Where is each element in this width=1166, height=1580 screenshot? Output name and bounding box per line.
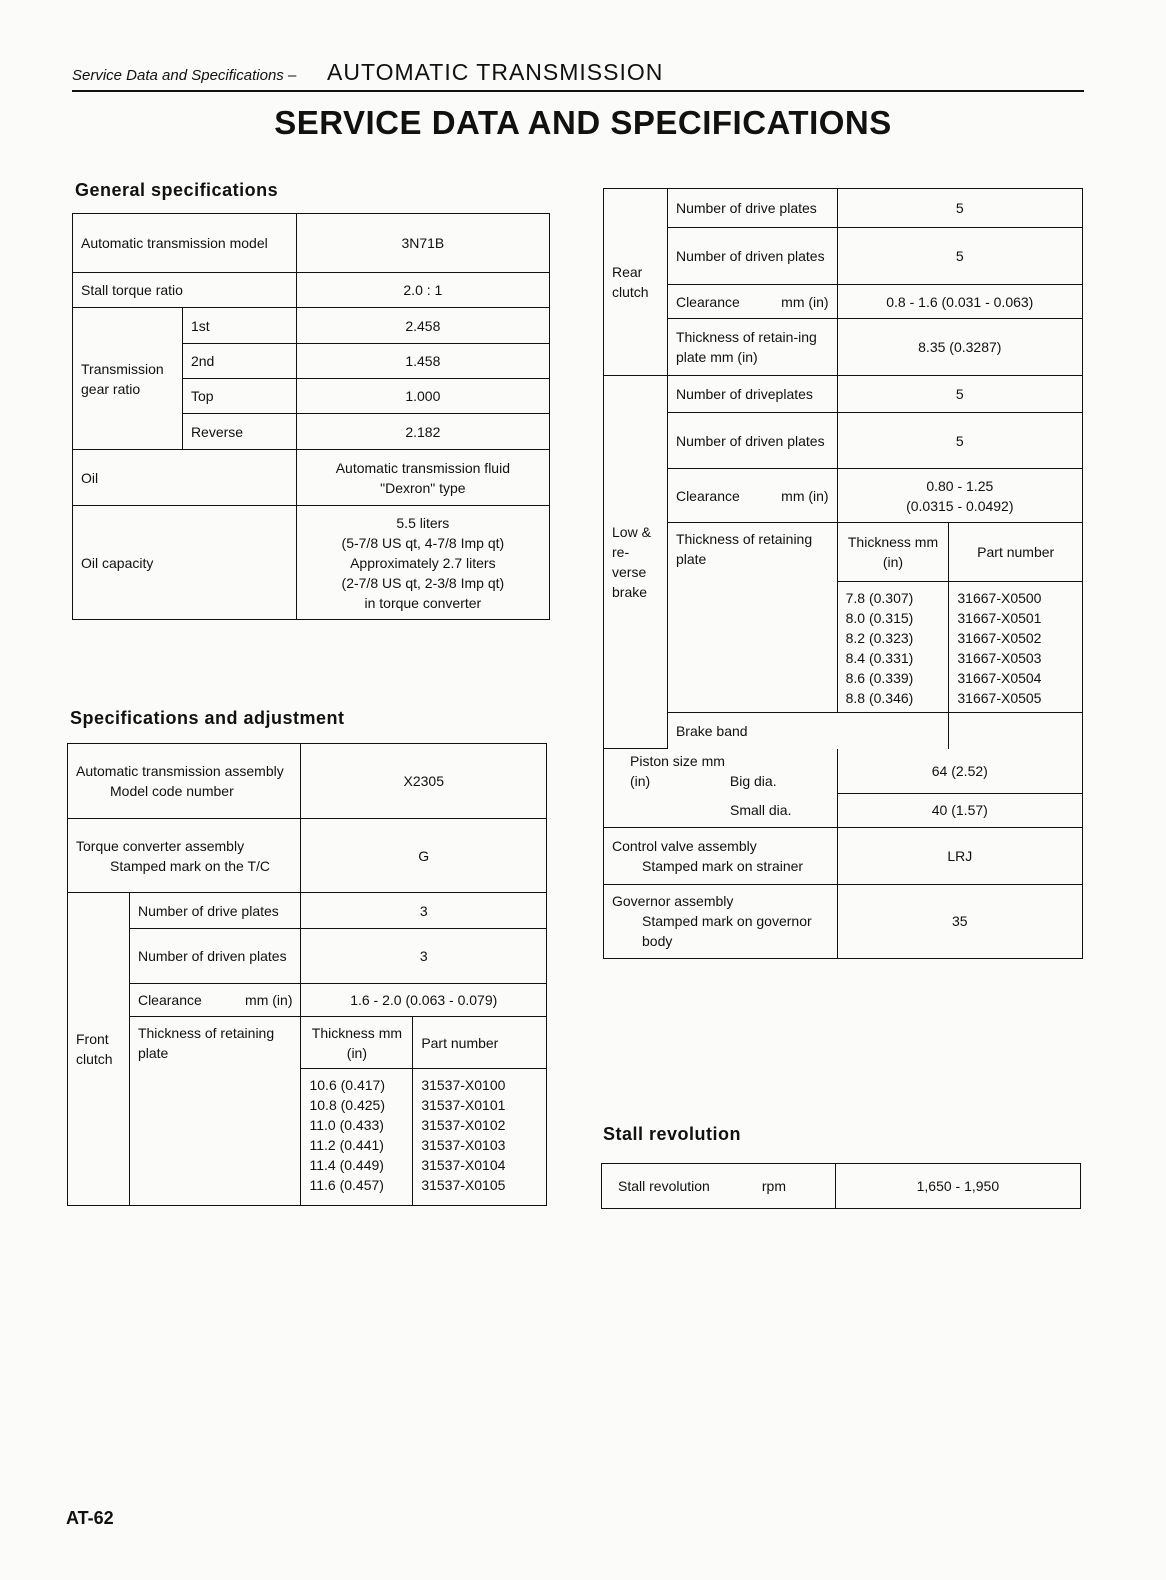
governor-line: Governor assembly: [612, 893, 734, 909]
lr-thickness-list: [837, 582, 949, 713]
low-reverse-brake-label: Low & re- verse brake: [604, 376, 668, 749]
page-number: AT-62: [66, 1508, 114, 1528]
stall-ratio-value: 2.0 : 1: [296, 273, 549, 308]
rc-thickness-text: Thickness of retain-ing plate: [675, 329, 817, 365]
lr-thickness-item: 8.6 (0.339): [845, 670, 914, 686]
rc-thickness-value: 8.35 (0.3287): [837, 319, 1082, 376]
governor-line: Stamped mark on governor body: [642, 913, 812, 949]
part-number-item: 31537-X0100: [421, 1077, 506, 1093]
lr-part-number-list: [949, 582, 1083, 713]
clearance-label: [129, 984, 301, 1017]
rc-clearance-value: 0.8 - 1.6 (0.031 - 0.063): [837, 285, 1082, 319]
gear-name: 2nd: [182, 344, 296, 379]
lr-part-number-header: Part number: [949, 523, 1083, 582]
oil-capacity-label: Oil capacity: [73, 506, 297, 620]
specs-adjustment-table: [67, 743, 547, 1206]
brake-band-label: Brake band: [667, 713, 948, 749]
brake-band-blank: [949, 713, 1083, 749]
lr-thickness-header: Thickness mm (in): [837, 523, 949, 582]
converter-label-line: Stamped mark on the T/C: [110, 857, 271, 874]
gear-name: Reverse: [182, 414, 296, 450]
part-number-item: 31537-X0102: [421, 1117, 506, 1133]
driven-plates-label: Number of driven plates: [129, 929, 301, 984]
big-dia-text: Big dia.: [729, 773, 777, 789]
rc-thickness-label: [667, 319, 837, 376]
drive-plates-label: Number of drive plates: [129, 893, 301, 929]
lr-clearance-label: [667, 469, 837, 523]
oil-value: [296, 450, 549, 506]
gear-value: 2.458: [296, 308, 549, 344]
gear-ratio-label: Transmission gear ratio: [73, 308, 183, 450]
lr-thickness-item: 7.8 (0.307): [845, 590, 914, 606]
assembly-label-line: Automatic transmission assembly: [76, 763, 284, 779]
clearance-value: 1.6 - 2.0 (0.063 - 0.079): [301, 984, 547, 1017]
governor-label: [604, 884, 838, 958]
running-header: [72, 56, 1084, 92]
oil-capacity-value: [296, 506, 549, 620]
rc-clearance-label: [667, 285, 837, 319]
big-dia-label: [604, 749, 838, 794]
capacity-line: 5.5 liters: [396, 514, 450, 531]
rc-clearance-text: Clearance: [675, 293, 740, 310]
lr-thickness-item: 8.2 (0.323): [845, 630, 914, 646]
small-dia-value: 40 (1.57): [837, 793, 1082, 827]
thickness-item: 11.2 (0.441): [309, 1137, 384, 1153]
lr-part-number-item: 31667-X0500: [957, 590, 1042, 606]
clearance-unit: mm (in): [245, 992, 293, 1008]
converter-label-line: Torque converter assembly: [76, 837, 245, 854]
lr-part-number-item: 31667-X0504: [957, 670, 1042, 686]
drive-plates-value: 3: [301, 893, 547, 929]
lr-clearance-line: 0.80 - 1.25: [926, 477, 994, 494]
converter-label: [68, 819, 301, 893]
part-number-list: [413, 1069, 547, 1206]
rc-clearance-unit: mm (in): [781, 293, 829, 310]
capacity-line: (2-7/8 US qt, 2-3/8 Imp qt): [341, 574, 505, 591]
gear-value: 1.000: [296, 379, 549, 414]
lr-part-number-item: 31667-X0501: [957, 610, 1042, 626]
lr-clearance-line: (0.0315 - 0.0492): [906, 497, 1014, 514]
lr-drive-label: Number of driveplates: [667, 376, 837, 413]
lr-part-number-item: 31667-X0503: [957, 650, 1042, 666]
page-title: SERVICE DATA AND SPECIFICATIONS: [274, 104, 892, 141]
general-specs-title: General specifications: [75, 180, 279, 200]
lr-driven-label: Number of driven plates: [667, 413, 837, 469]
part-number-item: 31537-X0104: [421, 1157, 506, 1173]
control-valve-value: LRJ: [837, 827, 1082, 884]
stall-revolution-value: 1,650 - 1,950: [835, 1164, 1080, 1209]
driven-plates-value: 3: [301, 929, 547, 984]
lr-clearance-value: [837, 469, 1082, 523]
lr-part-number-item: 31667-X0505: [957, 690, 1042, 706]
assembly-value: X2305: [301, 744, 547, 819]
thickness-item: 11.0 (0.433): [309, 1117, 384, 1133]
gear-value: 1.458: [296, 344, 549, 379]
front-clutch-label: Front clutch: [68, 893, 130, 1206]
stall-revolution-title: Stall revolution: [603, 1124, 742, 1144]
rear-clutch-brake-table: [603, 188, 1083, 959]
rear-clutch-label: Rear clutch: [604, 189, 668, 376]
capacity-line: Approximately 2.7 liters: [350, 554, 496, 571]
assembly-label-line: Model code number: [110, 783, 234, 799]
gear-name: 1st: [182, 308, 296, 344]
lr-clearance-text: Clearance: [675, 487, 740, 504]
stall-revolution-table: [601, 1163, 1081, 1209]
part-number-item: 31537-X0103: [421, 1137, 506, 1153]
general-specs-table: [72, 213, 550, 620]
rc-thickness-unit: mm (in): [710, 349, 758, 365]
control-valve-label: [604, 827, 838, 884]
rc-driven-value: 5: [837, 228, 1082, 285]
specs-adjustment-title: Specifications and adjustment: [70, 708, 345, 728]
stall-revolution-text: Stall revolution: [618, 1178, 710, 1194]
assembly-label: [68, 744, 301, 819]
rc-driven-label: Number of driven plates: [667, 228, 837, 285]
lr-thickness-item: 8.0 (0.315): [845, 610, 914, 626]
thickness-item: 10.6 (0.417): [309, 1077, 385, 1093]
thickness-label: Thickness of retaining plate: [129, 1017, 301, 1206]
oil-value-line: "Dexron" type: [380, 479, 466, 496]
piston-size-label: Piston size mm (in): [630, 753, 725, 789]
part-number-item: 31537-X0101: [421, 1097, 506, 1113]
model-value: 3N71B: [296, 214, 549, 273]
part-number-header: Part number: [413, 1017, 547, 1069]
lr-thickness-label: Thickness of retaining plate: [667, 523, 837, 713]
rc-drive-value: 5: [837, 189, 1082, 228]
stall-revolution-label: [602, 1164, 836, 1209]
header-section-italic: Service Data and Specifications –: [72, 67, 297, 84]
thickness-item: 11.6 (0.457): [309, 1177, 384, 1193]
model-label: Automatic transmission model: [73, 214, 297, 273]
stall-ratio-label: Stall torque ratio: [73, 273, 297, 308]
lr-part-number-item: 31667-X0502: [957, 630, 1042, 646]
thickness-header: Thickness mm (in): [301, 1017, 413, 1069]
converter-value: G: [301, 819, 547, 893]
lr-clearance-unit: mm (in): [781, 487, 829, 504]
capacity-line: (5-7/8 US qt, 4-7/8 Imp qt): [341, 534, 505, 551]
lr-driven-value: 5: [837, 413, 1082, 469]
lr-thickness-item: 8.4 (0.331): [845, 650, 914, 666]
thickness-list: [301, 1069, 413, 1206]
thickness-item: 11.4 (0.449): [309, 1157, 384, 1173]
header-section-caps: AUTOMATIC TRANSMISSION: [327, 59, 664, 85]
rc-drive-label: Number of drive plates: [667, 189, 837, 228]
control-valve-line: Control valve assembly: [612, 837, 757, 854]
stall-revolution-unit: rpm: [761, 1178, 787, 1194]
control-valve-line: Stamped mark on strainer: [642, 857, 804, 874]
small-dia-label: [604, 793, 838, 827]
thickness-item: 10.8 (0.425): [309, 1097, 385, 1113]
oil-value-line: Automatic transmission fluid: [335, 459, 510, 476]
gear-value: 2.182: [296, 414, 549, 450]
clearance-text: Clearance: [137, 992, 202, 1008]
big-dia-value: 64 (2.52): [837, 749, 1082, 794]
gear-name: Top: [182, 379, 296, 414]
capacity-line: in torque converter: [364, 594, 482, 611]
small-dia-text: Small dia.: [730, 801, 792, 818]
lr-thickness-item: 8.8 (0.346): [845, 690, 914, 706]
lr-drive-value: 5: [837, 376, 1082, 413]
part-number-item: 31537-X0105: [421, 1177, 506, 1193]
governor-value: 35: [837, 884, 1082, 958]
oil-label: Oil: [73, 450, 297, 506]
